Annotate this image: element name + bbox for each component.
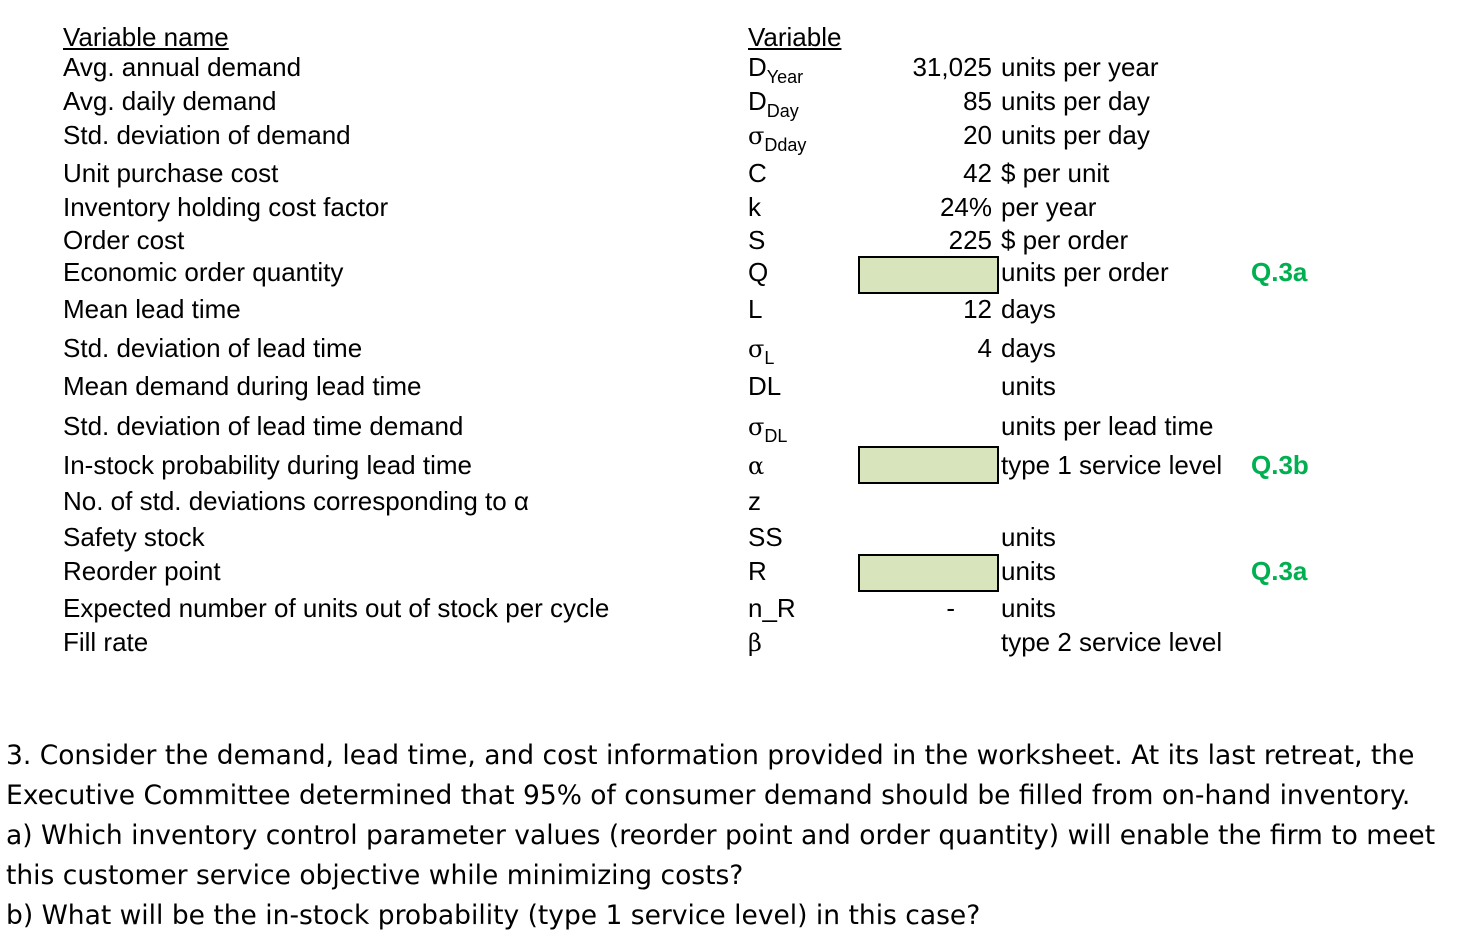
question-line: this customer service objective while minimizing costs? — [6, 860, 744, 891]
question-line: Executive Committee determined that 95% of consumer demand should be filled from on-hand inventory. — [6, 780, 1411, 811]
row-unit: per year — [1001, 192, 1097, 222]
row-unit: $ per order — [1001, 225, 1129, 255]
row-unit: $ per unit — [1001, 158, 1110, 188]
row-value: 24% — [939, 192, 992, 222]
row-symbol: $\sigma_{DL}$ — [748, 413, 788, 446]
row-unit: units per day — [1001, 86, 1150, 116]
question-tag: Q.3a — [1251, 257, 1308, 287]
reorder-point-answer-cell[interactable] — [858, 554, 999, 592]
row-name: Mean demand during lead time — [63, 371, 422, 401]
row-value: 12 — [963, 294, 992, 324]
row-unit: units per day — [1001, 120, 1150, 150]
row-unit: units — [1001, 593, 1056, 623]
question-line: b) What will be the in-stock probability (type 1 service level) in this case? — [6, 900, 981, 931]
row-name: Fill rate — [63, 627, 149, 657]
row-unit: units per year — [1001, 52, 1159, 82]
row-name: Unit purchase cost — [63, 158, 279, 188]
eoq-answer-cell[interactable] — [858, 256, 999, 294]
row-symbol: n_R — [748, 593, 796, 623]
question-line: a) Which inventory control parameter values (reorder point and order quantity) will enable the firm to meet — [6, 820, 1436, 851]
row-name: Std. deviation of demand — [63, 120, 351, 150]
row-unit: days — [1001, 294, 1056, 324]
row-value: 85 — [963, 86, 992, 116]
row-name: Reorder point — [63, 556, 221, 586]
row-unit: type 2 service level — [1001, 627, 1223, 657]
row-symbol: R — [748, 556, 767, 586]
row-name: Order cost — [63, 225, 185, 255]
row-unit: type 1 service level — [1001, 450, 1223, 480]
row-symbol: k — [748, 192, 761, 222]
row-name: Avg. daily demand — [63, 86, 277, 116]
row-value: 20 — [963, 120, 992, 150]
row-symbol: $D_{Day}$ — [748, 86, 799, 121]
question-tag: Q.3b — [1251, 450, 1309, 480]
row-unit: units per order — [1001, 257, 1169, 287]
row-symbol: β — [748, 629, 762, 657]
row-symbol: $\sigma_{Dday}$ — [748, 122, 807, 155]
row-name: Std. deviation of lead time demand — [63, 411, 464, 441]
row-name: Expected number of units out of stock per cycle — [63, 593, 610, 623]
row-symbol: L — [748, 294, 763, 324]
row-value: 42 — [963, 158, 992, 188]
instock-prob-answer-cell[interactable] — [858, 446, 999, 484]
question-text — [6, 736, 1456, 936]
row-unit: units — [1001, 371, 1056, 401]
row-value: - — [946, 593, 955, 623]
row-symbol: z — [748, 486, 761, 516]
row-unit: days — [1001, 333, 1056, 363]
row-symbol: Q — [748, 257, 769, 287]
row-symbol: $D_{Year}$ — [748, 52, 804, 87]
row-value: 225 — [948, 225, 992, 255]
question-tag: Q.3a — [1251, 556, 1308, 586]
row-symbol: α — [748, 452, 765, 480]
row-name: Mean lead time — [63, 294, 241, 324]
row-name: Std. deviation of lead time — [63, 333, 363, 363]
row-name: No. of std. deviations corresponding to α — [63, 486, 529, 516]
row-value: 4 — [977, 333, 992, 363]
row-name: Economic order quantity — [63, 257, 344, 287]
row-symbol: C — [748, 158, 767, 188]
header-variable-name: Variable name — [63, 22, 229, 52]
row-symbol: S — [748, 225, 766, 255]
row-symbol: DL — [748, 371, 782, 401]
row-value: 31,025 — [912, 52, 992, 82]
row-unit: units — [1001, 556, 1056, 586]
row-name: Safety stock — [63, 522, 205, 552]
row-unit: units — [1001, 522, 1056, 552]
row-symbol: SS — [748, 522, 783, 552]
row-name: Inventory holding cost factor — [63, 192, 389, 222]
row-name: In-stock probability during lead time — [63, 450, 472, 480]
row-symbol: $\sigma_L$ — [748, 335, 775, 368]
header-variable: Variable — [748, 22, 842, 52]
question-line: 3. Consider the demand, lead time, and cost information provided in the worksheet. At its last retreat, the — [6, 740, 1415, 771]
row-unit: units per lead time — [1001, 411, 1214, 441]
row-name: Avg. annual demand — [63, 52, 302, 82]
